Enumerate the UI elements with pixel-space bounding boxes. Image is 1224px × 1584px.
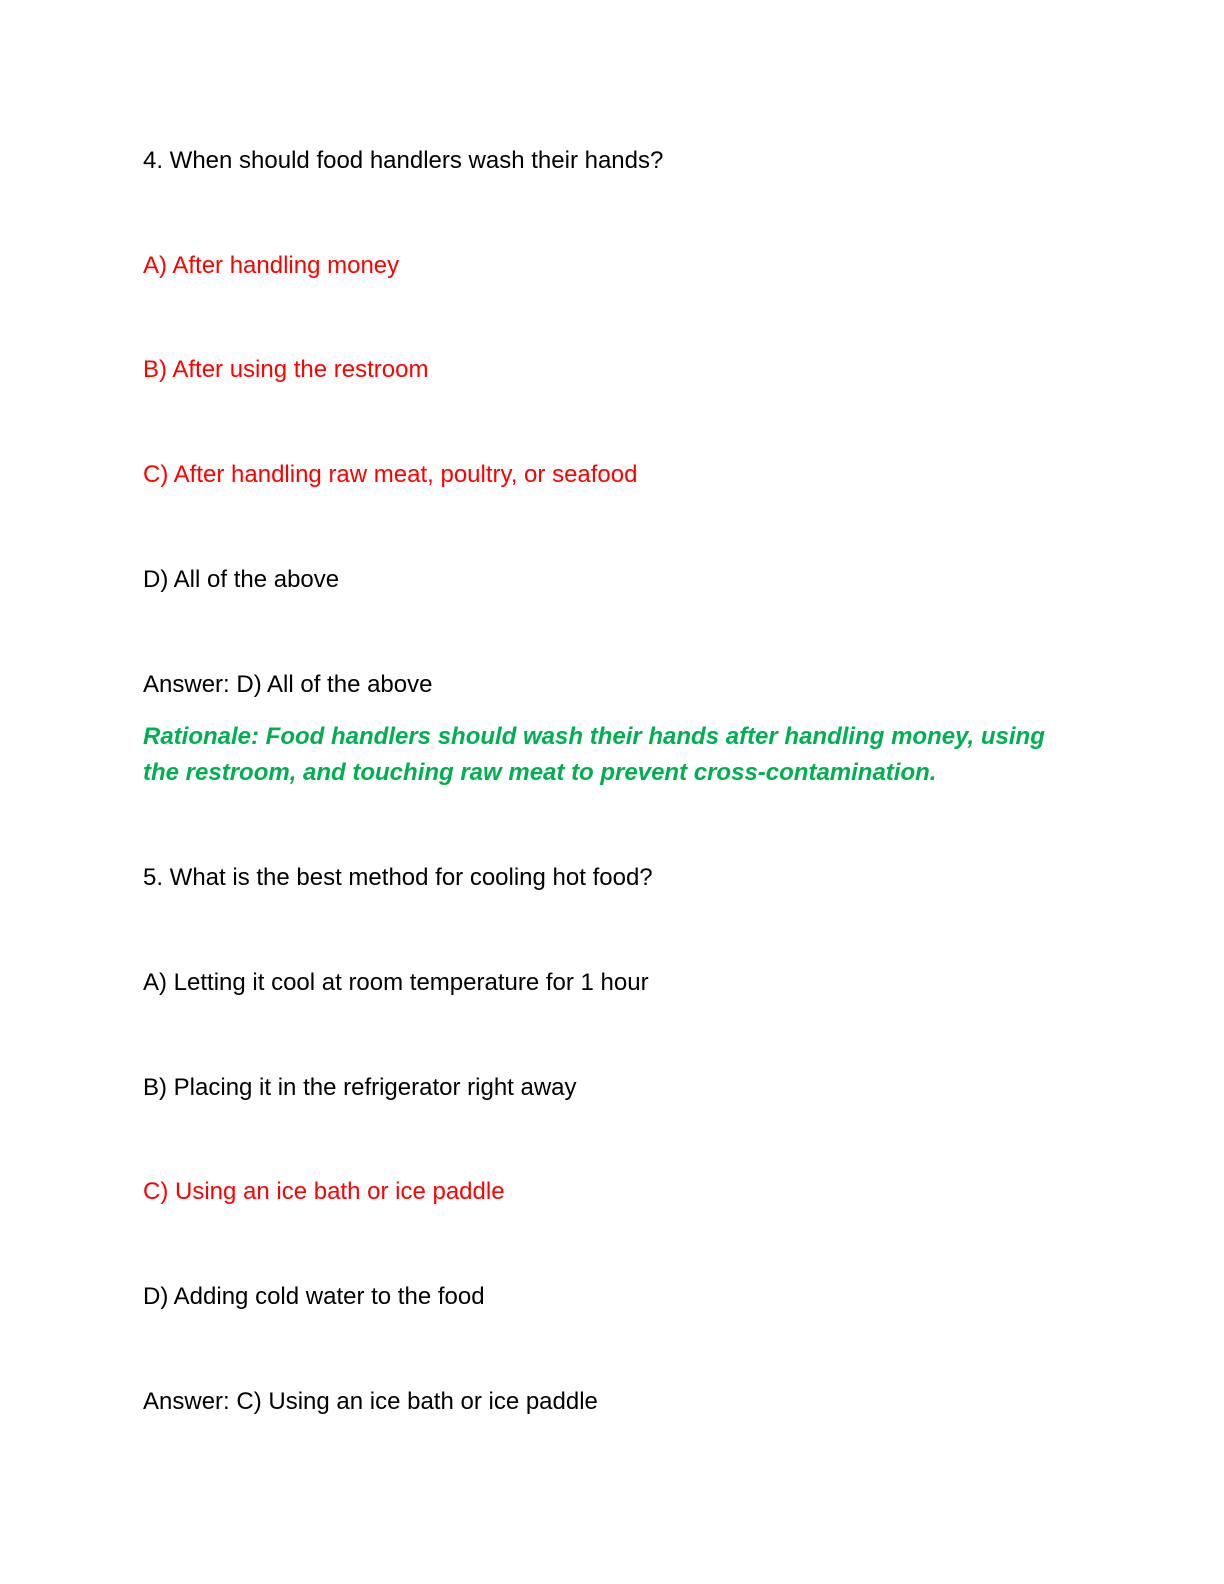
option-a: A) Letting it cool at room temperature for 1 hour <box>143 969 649 996</box>
option-c: C) Using an ice bath or ice paddle <box>143 1178 505 1205</box>
rationale-line-2: the restroom, and touching raw meat to prevent cross-contamination. <box>143 759 937 786</box>
question-prompt: 4. When should food handlers wash their hands? <box>143 147 664 174</box>
option-d: D) Adding cold water to the food <box>143 1283 485 1310</box>
question-prompt: 5. What is the best method for cooling hot food? <box>143 864 653 891</box>
rationale <box>143 719 1103 791</box>
option-b: B) After using the restroom <box>143 356 429 383</box>
option-d: D) All of the above <box>143 566 340 593</box>
answer-line: Answer: D) All of the above <box>143 671 433 698</box>
option-b: B) Placing it in the refrigerator right away <box>143 1074 577 1101</box>
option-c: C) After handling raw meat, poultry, or seafood <box>143 461 638 488</box>
rationale-line-1: Rationale: Food handlers should wash their hands after handling money, using <box>143 723 1045 750</box>
answer-line: Answer: C) Using an ice bath or ice paddle <box>143 1388 598 1415</box>
option-a: A) After handling money <box>143 252 400 279</box>
